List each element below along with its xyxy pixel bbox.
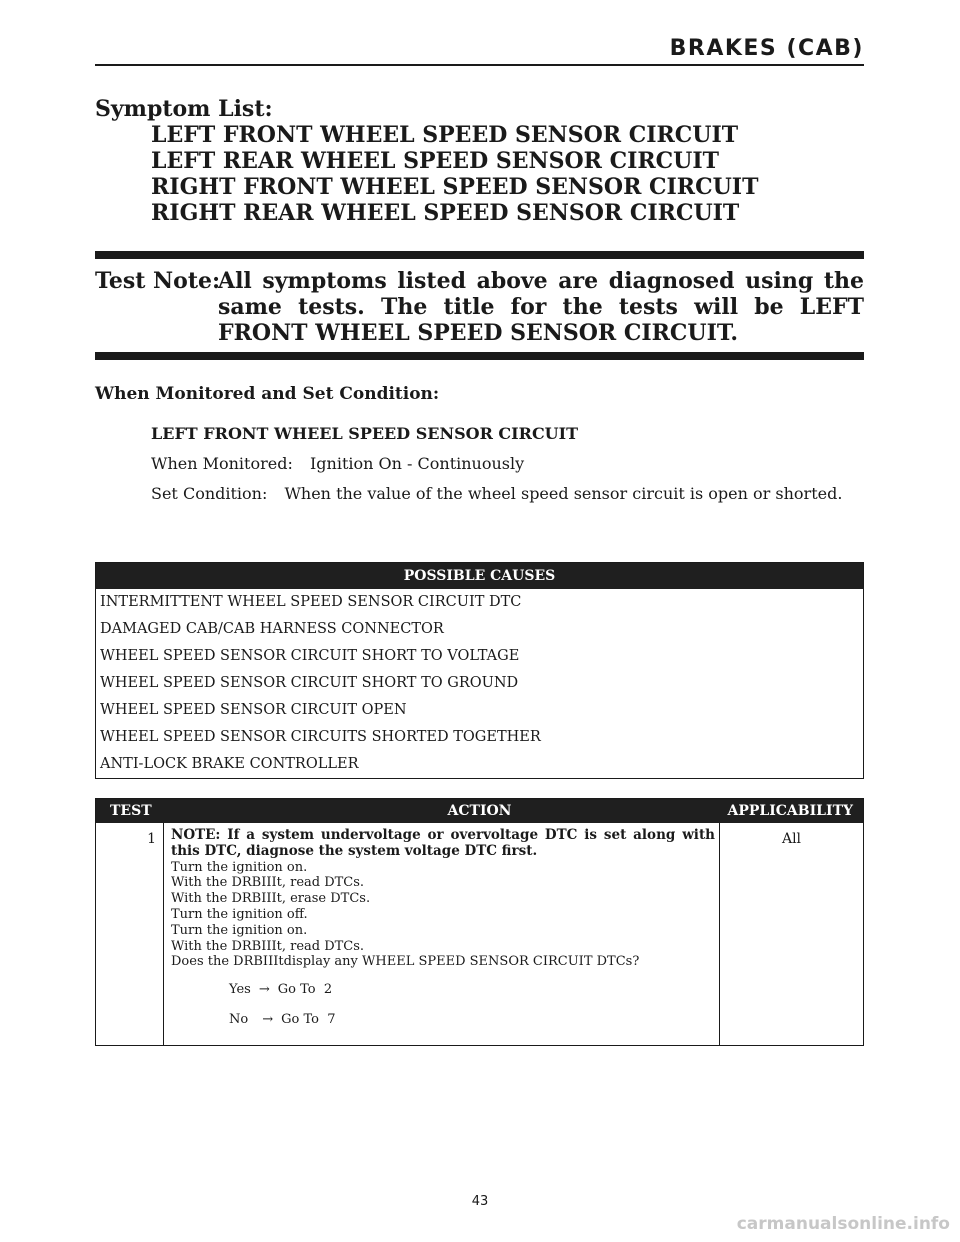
test-note bbox=[95, 268, 864, 346]
when-monitored-value: Ignition On - Continuously bbox=[309, 454, 525, 473]
symptom-item: RIGHT REAR WHEEL SPEED SENSOR CIRCUIT bbox=[151, 200, 740, 226]
test-table-header bbox=[96, 799, 863, 823]
action-step: Turn the ignition on. bbox=[171, 922, 308, 938]
cause-row: ANTI-LOCK BRAKE CONTROLLER bbox=[100, 756, 359, 772]
column-divider bbox=[163, 823, 164, 1045]
header-rule bbox=[95, 64, 864, 66]
cause-row: WHEEL SPEED SENSOR CIRCUIT SHORT TO VOLTAGE bbox=[100, 648, 520, 664]
applicability-column-header: APPLICABILITY bbox=[727, 803, 853, 819]
branch-goto: Go To 2 bbox=[277, 982, 333, 998]
page-number: 43 bbox=[471, 1194, 489, 1209]
cause-row: DAMAGED CAB/CAB HARNESS CONNECTOR bbox=[100, 621, 444, 637]
test-note-label: Test Note: bbox=[95, 268, 221, 294]
action-step: With the DRBIIIt, erase DTCs. bbox=[171, 891, 371, 907]
action-step: Turn the ignition on. bbox=[171, 859, 308, 875]
action-step: Turn the ignition off. bbox=[171, 906, 308, 922]
branch-answer: No bbox=[229, 1011, 249, 1027]
action-step: With the DRBIIIt, read DTCs. bbox=[171, 875, 365, 891]
test-column-header: TEST bbox=[110, 803, 152, 819]
possible-causes-table bbox=[95, 562, 864, 779]
symptom-item: RIGHT FRONT WHEEL SPEED SENSOR CIRCUIT bbox=[151, 174, 759, 200]
cause-row: WHEEL SPEED SENSOR CIRCUIT OPEN bbox=[100, 702, 407, 718]
monitored-heading: When Monitored and Set Condition: bbox=[95, 384, 440, 404]
set-condition-value: When the value of the wheel speed sensor circuit is open or shorted. bbox=[284, 484, 843, 503]
branch-yes bbox=[229, 982, 715, 998]
test-table bbox=[95, 798, 864, 1046]
symptom-list-label: Symptom List: bbox=[95, 96, 273, 122]
divider-bottom bbox=[95, 352, 864, 360]
arrow-icon: → bbox=[258, 982, 270, 998]
action-step: With the DRBIIIt, read DTCs. bbox=[171, 938, 365, 954]
action-cell bbox=[171, 828, 715, 1028]
circuit-title: LEFT FRONT WHEEL SPEED SENSOR CIRCUIT bbox=[151, 424, 579, 443]
test-number: 1 bbox=[147, 831, 156, 847]
header-title: BRAKES (CAB) bbox=[669, 36, 864, 61]
symptom-list bbox=[95, 96, 758, 226]
branch-answer: Yes bbox=[229, 982, 251, 998]
possible-causes-header: POSSIBLE CAUSES bbox=[96, 563, 863, 589]
cause-row: INTERMITTENT WHEEL SPEED SENSOR CIRCUIT DTC bbox=[100, 594, 522, 610]
action-column-header: ACTION bbox=[447, 803, 512, 819]
symptom-item: LEFT REAR WHEEL SPEED SENSOR CIRCUIT bbox=[151, 148, 720, 174]
applicability-cell: All bbox=[781, 831, 802, 847]
column-divider bbox=[719, 823, 720, 1045]
divider-top bbox=[95, 251, 864, 259]
symptom-item: LEFT FRONT WHEEL SPEED SENSOR CIRCUIT bbox=[151, 122, 739, 148]
arrow-icon: → bbox=[262, 1011, 274, 1027]
when-monitored-label: When Monitored: bbox=[151, 454, 293, 473]
watermark: carmanualsonline.info bbox=[736, 1214, 950, 1234]
test-note-text: All symptoms listed above are diagnosed using the same tests. The title for the tests will be LEFT FRONT WHEEL SPEED SENSOR CIRCUIT. bbox=[218, 268, 864, 346]
branch-no bbox=[229, 1012, 715, 1028]
when-monitored-line bbox=[151, 454, 524, 473]
set-condition-label: Set Condition: bbox=[151, 484, 268, 503]
cause-row: WHEEL SPEED SENSOR CIRCUITS SHORTED TOGETHER bbox=[100, 729, 541, 745]
action-step: Does the DRBIIItdisplay any WHEEL SPEED SENSOR CIRCUIT DTCs? bbox=[171, 954, 640, 970]
set-condition-line bbox=[151, 484, 842, 503]
branch-goto: Go To 7 bbox=[281, 1011, 336, 1027]
action-note: NOTE: If a system undervoltage or overvoltage DTC is set along with this DTC, diagnose the system voltage DTC first. bbox=[171, 827, 715, 859]
cause-row: WHEEL SPEED SENSOR CIRCUIT SHORT TO GROUND bbox=[100, 675, 519, 691]
